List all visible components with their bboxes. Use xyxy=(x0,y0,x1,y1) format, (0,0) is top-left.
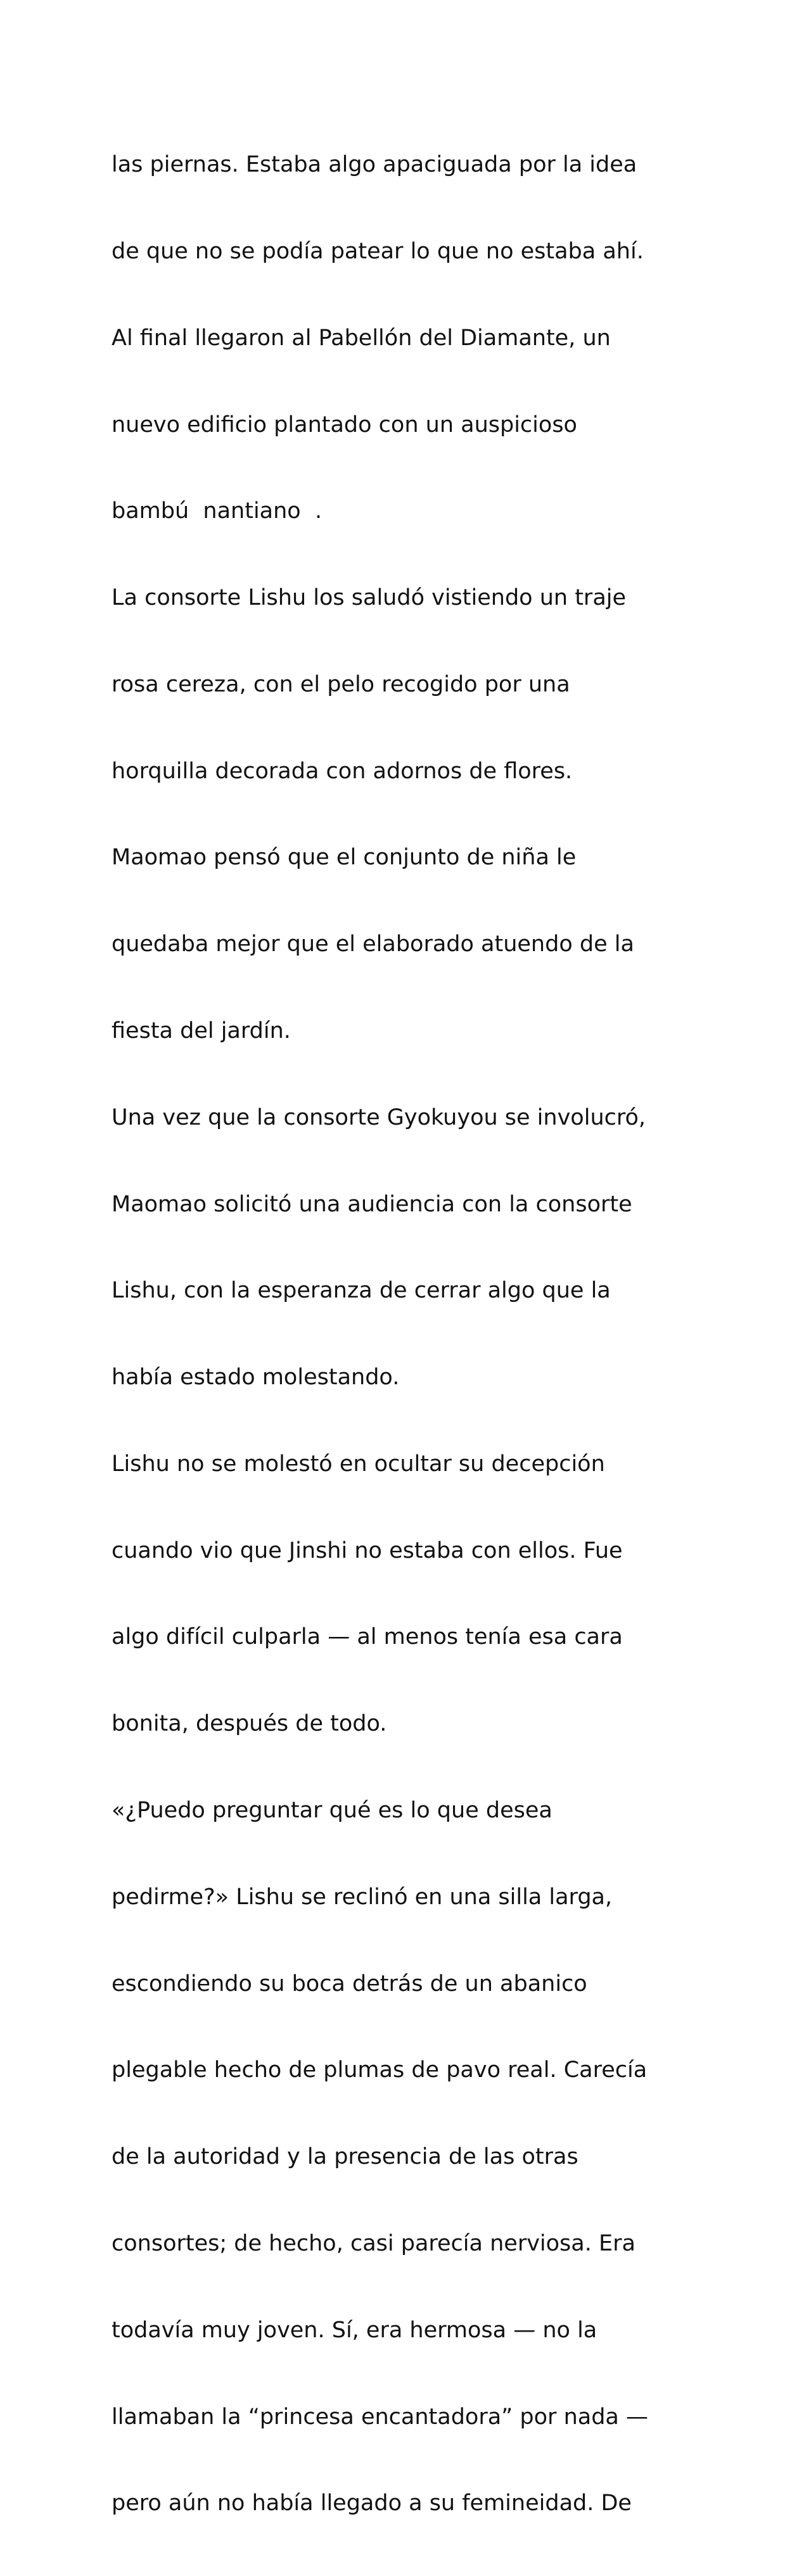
text-line: de la autoridad y la presencia de las otras xyxy=(112,2144,578,2170)
text-line: quedaba mejor que el elaborado atuendo de la xyxy=(112,931,634,957)
text-line: consortes; de hecho, casi parecía nerviosa. Era xyxy=(112,2230,635,2256)
text-line: bonita, después de todo. xyxy=(112,1711,387,1737)
text-line: llamaban la “princesa encantadora” por nada — xyxy=(112,2404,648,2430)
text-line: Una vez que la consorte Gyokuyou se involucró, xyxy=(112,1104,646,1130)
text-line: nuevo edificio plantado con un auspicioso xyxy=(112,412,577,438)
text-line: plegable hecho de plumas de pavo real. Carecía xyxy=(112,2057,648,2083)
text-line: rosa cereza, con el pelo recogido por una xyxy=(112,671,570,697)
text-line: escondiendo su boca detrás de un abanico xyxy=(112,1971,587,1997)
text-line: de que no se podía patear lo que no estaba ahí. xyxy=(112,238,644,264)
text-line: Al final llegaron al Pabellón del Diamante, un xyxy=(112,325,611,351)
text-line: las piernas. Estaba algo apaciguada por la idea xyxy=(112,152,637,178)
text-line: fiesta del jardín. xyxy=(112,1018,291,1044)
text-line: bambú nantiano . xyxy=(112,498,322,524)
text-line: Lishu, con la esperanza de cerrar algo que la xyxy=(112,1278,611,1304)
text-line: horquilla decorada con adornos de flores. xyxy=(112,758,573,784)
text-line: La consorte Lishu los saludó vistiendo un traje xyxy=(112,585,627,611)
text-line: Maomao solicitó una audiencia con la consorte xyxy=(112,1191,632,1217)
text-line: había estado molestando. xyxy=(112,1365,400,1391)
text-line: Lishu no se molestó en ocultar su decepción xyxy=(112,1451,605,1477)
body-text xyxy=(112,93,751,2576)
text-line: cuando vio que Jinshi no estaba con ellos. Fue xyxy=(112,1537,623,1563)
text-line: todavía muy joven. Sí, era hermosa — no la xyxy=(112,2317,597,2343)
text-line: «¿Puedo preguntar qué es lo que desea xyxy=(112,1798,552,1824)
text-line: Maomao pensó que el conjunto de niña le xyxy=(112,845,577,871)
text-line: pero aún no había llegado a su femineidad. De xyxy=(112,2491,632,2516)
text-line: pedirme?» Lishu se reclinó en una silla larga, xyxy=(112,1884,613,1910)
text-line: algo difícil culparla — al menos tenía esa cara xyxy=(112,1624,623,1650)
